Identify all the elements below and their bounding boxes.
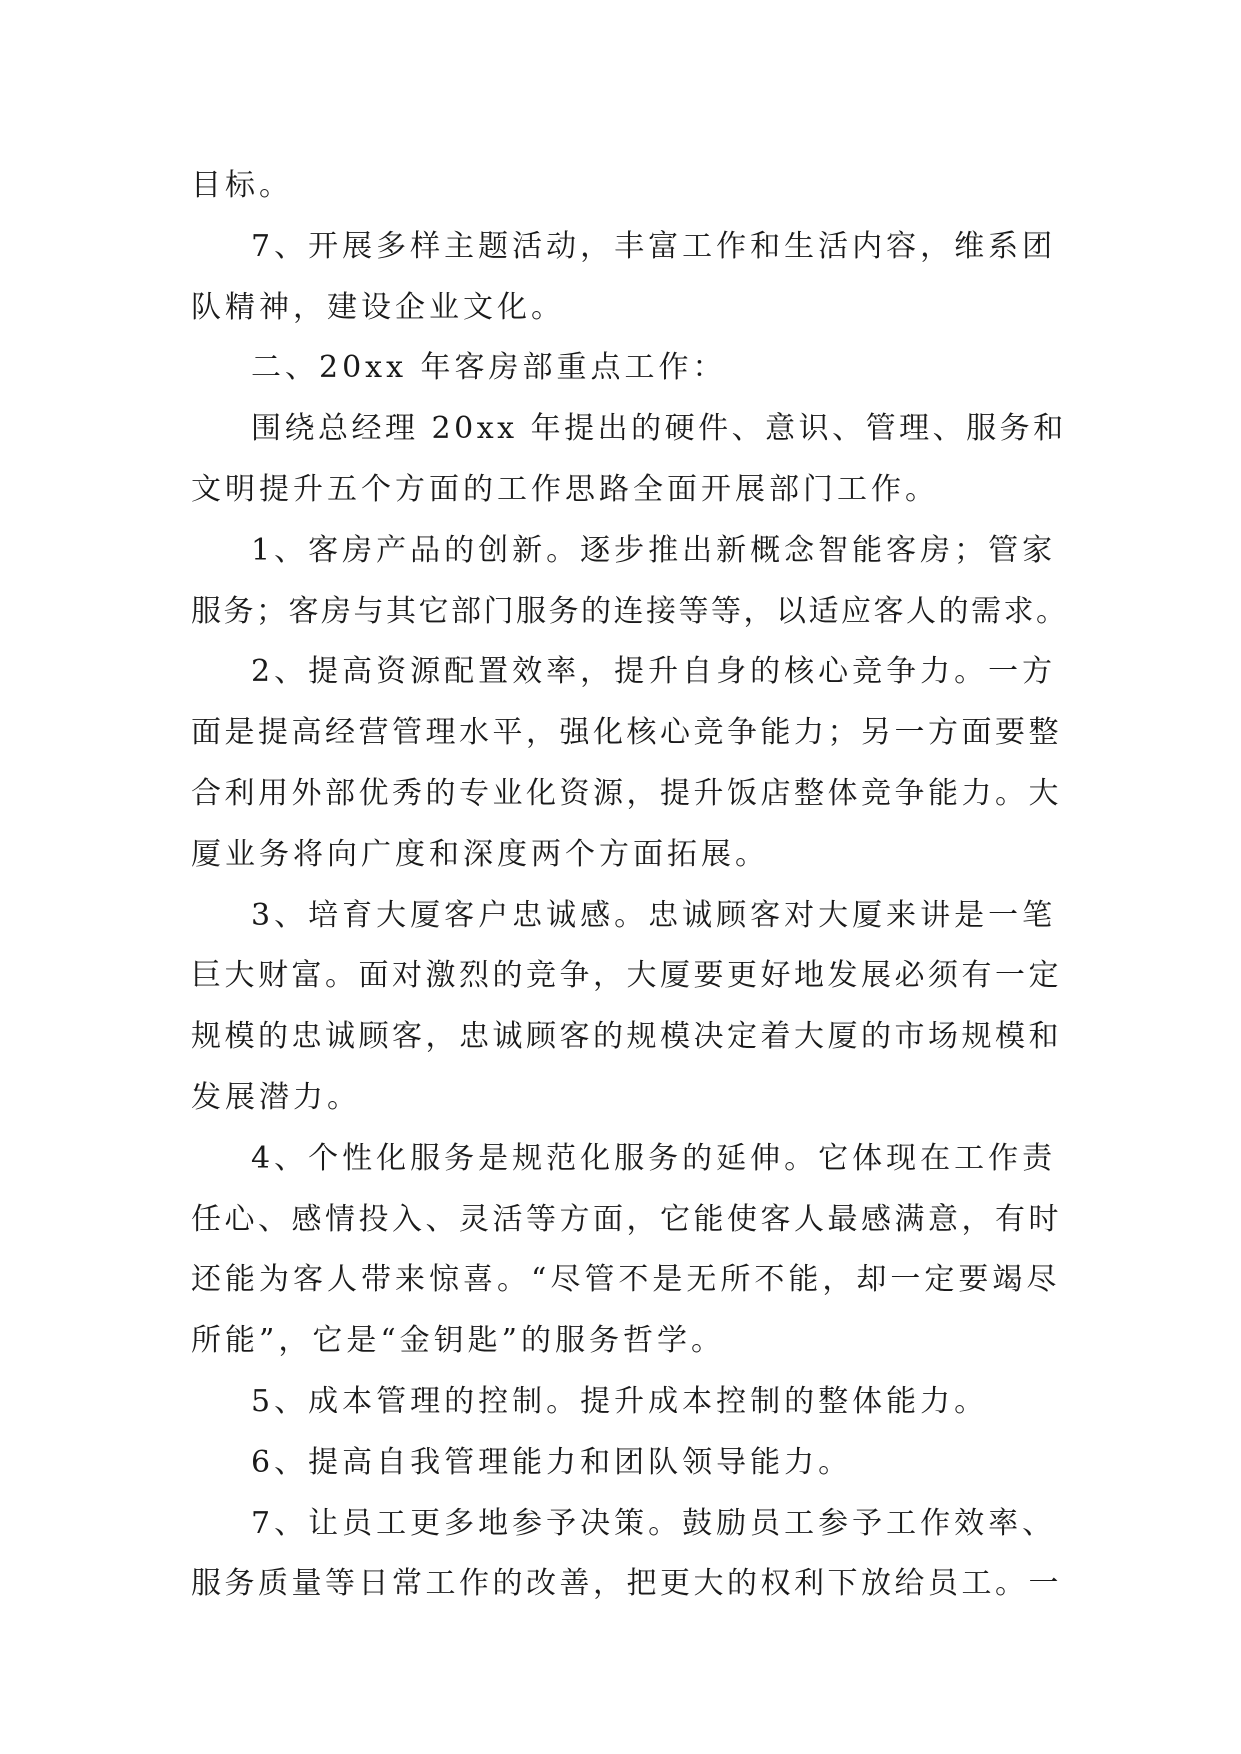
document-line: 目标。 <box>191 168 293 203</box>
document-line: 5、成本管理的控制。提升成本控制的整体能力。 <box>251 1383 989 1419</box>
document-line: 任心、感情投入、灵活等方面，它能使客人最感满意，有时 <box>191 1201 1062 1237</box>
document-line: 发展潜力。 <box>191 1079 361 1115</box>
document-line: 7、开展多样主题活动，丰富工作和生活内容，维系团 <box>251 228 1057 264</box>
document-line: 6、提高自我管理能力和团队领导能力。 <box>251 1444 853 1480</box>
document-line: 合利用外部优秀的专业化资源，提升饭店整体竞争能力。大 <box>191 775 1062 811</box>
document-line: 巨大财富。面对激烈的竞争，大厦要更好地发展必须有一定 <box>191 958 1062 994</box>
document-line: 二、20xx 年客房部重点工作： <box>251 350 727 386</box>
document-line: 服务质量等日常工作的改善，把更大的权利下放给员工。一 <box>191 1566 1062 1602</box>
document-line: 4、个性化服务是规范化服务的延伸。它体现在工作责 <box>251 1140 1057 1176</box>
document-line: 厦业务将向广度和深度两个方面拓展。 <box>191 836 769 872</box>
document-line: 队精神，建设企业文化。 <box>191 289 565 325</box>
document-line: 所能”，它是“金钥匙”的服务哲学。 <box>191 1323 726 1359</box>
document-line: 服务；客房与其它部门服务的连接等等，以适应客人的需求。 <box>191 593 1069 629</box>
document-line: 1、客房产品的创新。逐步推出新概念智能客房；管家 <box>251 532 1057 568</box>
document-line: 7、让员工更多地参予决策。鼓励员工参予工作效率、 <box>251 1505 1057 1541</box>
document-line: 还能为客人带来惊喜。“尽管不是无所不能，却一定要竭尽 <box>191 1262 1061 1298</box>
document-line: 规模的忠诚顾客，忠诚顾客的规模决定着大厦的市场规模和 <box>191 1019 1062 1055</box>
document-line: 面是提高经营管理水平，强化核心竞争能力；另一方面要整 <box>191 715 1062 751</box>
document-line: 文明提升五个方面的工作思路全面开展部门工作。 <box>191 471 939 507</box>
document-line: 围绕总经理 20xx 年提出的硬件、意识、管理、服务和 <box>251 411 1067 447</box>
document-line: 3、培育大厦客户忠诚感。忠诚顾客对大厦来讲是一笔 <box>251 897 1057 933</box>
document-body <box>191 156 1071 1615</box>
document-line: 2、提高资源配置效率，提升自身的核心竞争力。一方 <box>251 654 1057 690</box>
